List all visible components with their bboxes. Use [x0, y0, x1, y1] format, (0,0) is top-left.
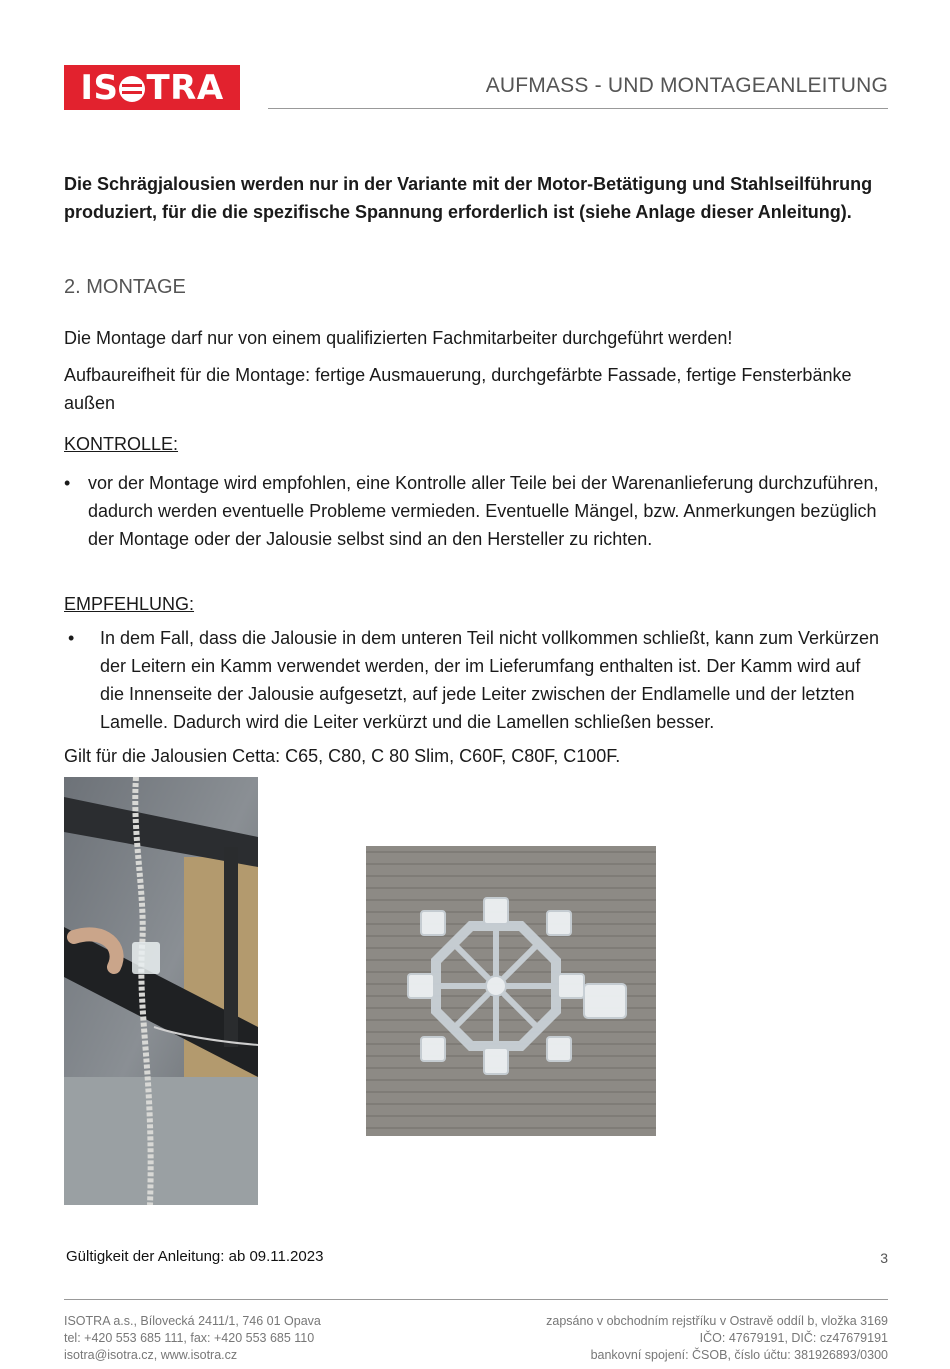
- footer-contact: isotra@isotra.cz, www.isotra.cz: [64, 1348, 238, 1362]
- empfehlung-heading: EMPFEHLUNG:: [64, 594, 195, 614]
- page-number: 3: [880, 1250, 888, 1266]
- footer-phone: tel: +420 553 685 111, fax: +420 553 685 110: [64, 1331, 315, 1345]
- footer-ids: IČO: 47679191, DIČ: cz47679191: [699, 1331, 888, 1345]
- footer-address: ISOTRA a.s., Bílovecká 2411/1, 746 01 Opava: [64, 1314, 321, 1328]
- photo-comb-part: [366, 846, 656, 1136]
- footer-divider: [64, 1299, 888, 1300]
- paragraph-readiness: Aufbaureifheit für die Montage: fertige Ausmauerung, durchgefärbte Fassade, fertige Fensterbänke außen: [64, 365, 852, 413]
- logo-text-right: TRA: [146, 67, 224, 108]
- logo-text-left: IS: [80, 67, 119, 108]
- applicable-models: Gilt für die Jalousien Cetta: C65, C80, C 80 Slim, C60F, C80F, C100F.: [64, 746, 621, 766]
- intro-paragraph: Die Schrägjalousien werden nur in der Variante mit der Motor-Betätigung und Stahlseilführung produziert, für die die spezifische Spannung erforderlich ist (siehe Anlage dieser Anleitung).: [64, 174, 873, 222]
- logo-o-mark: [119, 76, 145, 102]
- kontrolle-heading: KONTROLLE:: [64, 434, 179, 454]
- document-title: AUFMASS - UND MONTAGEANLEITUNG: [485, 74, 888, 97]
- paragraph-qualified-installer: Die Montage darf nur von einem qualifizierten Fachmitarbeiter durchgeführt werden!: [64, 328, 733, 348]
- footer-company-info: [64, 1313, 321, 1364]
- validity-note: Gültigkeit der Anleitung: ab 09.11.2023: [66, 1248, 324, 1265]
- footer-register: zapsáno v obchodním rejstříku v Ostravě oddíl b, vložka 3169: [546, 1314, 888, 1328]
- header-divider: [268, 108, 888, 109]
- footer-registration-info: [546, 1313, 888, 1364]
- section-title: 2. MONTAGE: [64, 276, 186, 298]
- empfehlung-bullet: • In dem Fall, dass die Jalousie in dem unteren Teil nicht vollkommen schließt, kann zum Verkürzen der Leitern ein Kamm verwendet werden, der im Lieferumfang enthalten ist. Der Kamm wird auf die Innenseite der Jalousie aufgesetzt, auf jede Leiter zwischen der Endlamelle und der letzten Lamelle. Dadurch wird die Leiter verkürzt und die Lamellen schließen besser.: [64, 624, 888, 736]
- footer-bank: bankovní spojení: ČSOB, číslo účtu: 381926893/0300: [590, 1348, 888, 1362]
- photo-blind-ladder-comb: [64, 777, 258, 1205]
- kontrolle-bullet: • vor der Montage wird empfohlen, eine Kontrolle aller Teile bei der Warenanlieferung durchzuführen, dadurch werden eventuelle Probleme vermieden. Eventuelle Mängel, bzw. Anmerkungen bezüglich der Montage oder der Jalousie selbst sind an den Hersteller zu richten.: [64, 469, 888, 553]
- isotra-logo: [64, 65, 240, 110]
